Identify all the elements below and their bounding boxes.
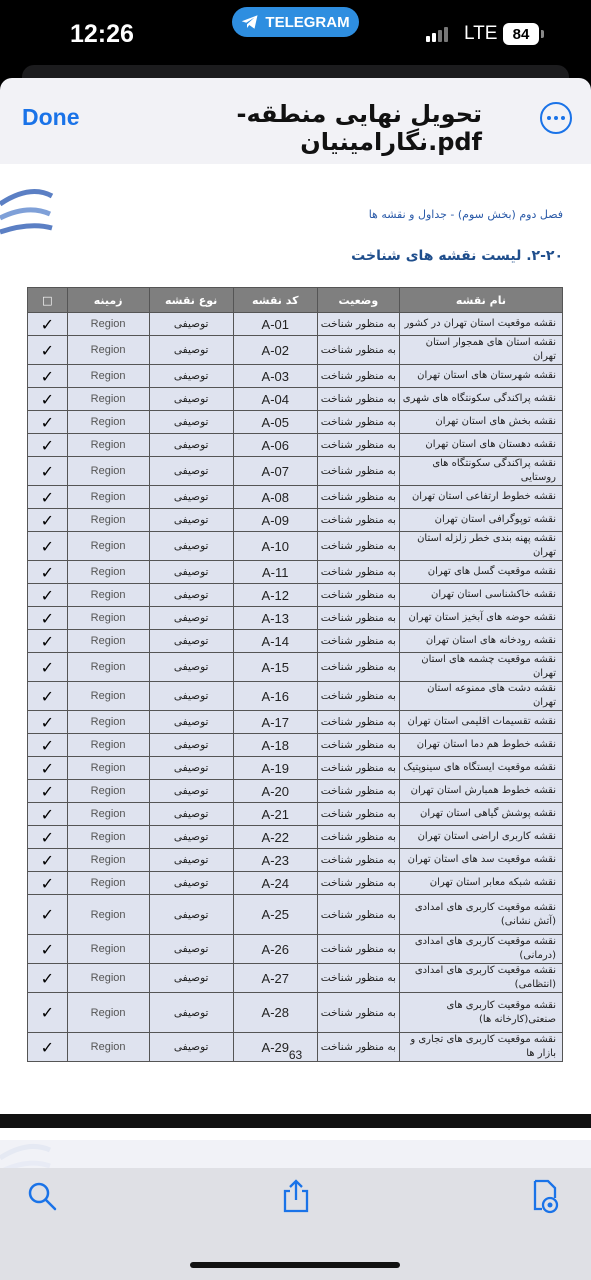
battery-icon xyxy=(503,23,539,45)
row-status: به منظور شناخت xyxy=(317,486,399,509)
row-check: ✓ xyxy=(28,826,68,849)
row-check: ✓ xyxy=(28,653,68,682)
row-status: به منظور شناخت xyxy=(317,653,399,682)
row-name: نقشه پراکندگی سکونتگاه های روستایی xyxy=(399,457,562,486)
row-context: Region xyxy=(67,561,149,584)
table-row xyxy=(28,849,563,872)
document-title: تحویل نهایی منطقه- نگارامینیان.pdf xyxy=(236,100,482,156)
row-status: به منظور شناخت xyxy=(317,313,399,336)
bottom-toolbar xyxy=(0,1140,591,1280)
row-context: Region xyxy=(67,630,149,653)
row-code: A-16 xyxy=(233,682,317,711)
row-check: ✓ xyxy=(28,434,68,457)
row-code: A-09 xyxy=(233,509,317,532)
row-context: Region xyxy=(67,964,149,993)
row-type: توصیفی xyxy=(149,434,233,457)
row-status: به منظور شناخت xyxy=(317,411,399,434)
telegram-icon xyxy=(241,14,259,30)
row-context: Region xyxy=(67,486,149,509)
row-type: توصیفی xyxy=(149,336,233,365)
pdf-page[interactable] xyxy=(0,164,591,1114)
row-check: ✓ xyxy=(28,780,68,803)
table-row xyxy=(28,365,563,388)
row-name: نقشه خطوط هم دما استان تهران xyxy=(399,734,562,757)
row-name: نقشه بخش های استان تهران xyxy=(399,411,562,434)
row-status: به منظور شناخت xyxy=(317,711,399,734)
battery-tip xyxy=(541,30,544,38)
row-status: به منظور شناخت xyxy=(317,607,399,630)
logo-icon xyxy=(0,174,56,254)
row-type: توصیفی xyxy=(149,734,233,757)
row-context: Region xyxy=(67,803,149,826)
row-type: توصیفی xyxy=(149,803,233,826)
row-status: به منظور شناخت xyxy=(317,780,399,803)
section-title: ۲-۲۰. لیست نقشه های شناخت xyxy=(351,248,563,264)
row-type: توصیفی xyxy=(149,682,233,711)
page-number: 63 xyxy=(288,1048,303,1062)
row-context: Region xyxy=(67,336,149,365)
row-code: A-11 xyxy=(233,561,317,584)
row-code: A-29 xyxy=(233,1033,317,1062)
status-bar xyxy=(0,0,591,70)
row-code: A-26 xyxy=(233,935,317,964)
row-code: A-23 xyxy=(233,849,317,872)
row-code: A-18 xyxy=(233,734,317,757)
row-context: Region xyxy=(67,734,149,757)
row-check: ✓ xyxy=(28,336,68,365)
row-context: Region xyxy=(67,584,149,607)
more-options-icon[interactable] xyxy=(540,102,572,134)
row-name: نقشه دشت های ممنوعه استان تهران xyxy=(399,682,562,711)
row-check: ✓ xyxy=(28,561,68,584)
clock: 12:26 xyxy=(70,20,134,48)
chapter-header: فصل دوم (بخش سوم) - جداول و نقشه ها xyxy=(368,208,563,221)
row-status: به منظور شناخت xyxy=(317,682,399,711)
row-type: توصیفی xyxy=(149,872,233,895)
column-header-check: □ xyxy=(28,288,68,313)
column-header-code: کد نقشه xyxy=(233,288,317,313)
row-name: نقشه پوشش گیاهی استان تهران xyxy=(399,803,562,826)
row-context: Region xyxy=(67,532,149,561)
table-row xyxy=(28,757,563,780)
table-row xyxy=(28,607,563,630)
table-row xyxy=(28,682,563,711)
row-code: A-22 xyxy=(233,826,317,849)
row-name: نقشه موقعیت سد های استان تهران xyxy=(399,849,562,872)
row-status: به منظور شناخت xyxy=(317,964,399,993)
row-status: به منظور شناخت xyxy=(317,872,399,895)
row-code: A-12 xyxy=(233,584,317,607)
row-name: نقشه توپوگرافی استان تهران xyxy=(399,509,562,532)
table-row xyxy=(28,486,563,509)
row-type: توصیفی xyxy=(149,313,233,336)
row-code: A-17 xyxy=(233,711,317,734)
row-check: ✓ xyxy=(28,532,68,561)
row-check: ✓ xyxy=(28,872,68,895)
table-row xyxy=(28,780,563,803)
signal-icon xyxy=(426,27,448,42)
share-icon[interactable] xyxy=(281,1178,311,1214)
row-check: ✓ xyxy=(28,388,68,411)
row-name: نقشه شبکه معابر استان تهران xyxy=(399,872,562,895)
row-name: نقشه خطوط همبارش استان تهران xyxy=(399,780,562,803)
row-check: ✓ xyxy=(28,734,68,757)
column-header-type: نوع نقشه xyxy=(149,288,233,313)
row-check: ✓ xyxy=(28,486,68,509)
table-row xyxy=(28,803,563,826)
row-context: Region xyxy=(67,434,149,457)
row-code: A-06 xyxy=(233,434,317,457)
row-status: به منظور شناخت xyxy=(317,1033,399,1062)
row-context: Region xyxy=(67,388,149,411)
row-type: توصیفی xyxy=(149,607,233,630)
row-type: توصیفی xyxy=(149,388,233,411)
row-status: به منظور شناخت xyxy=(317,849,399,872)
table-row xyxy=(28,532,563,561)
row-check: ✓ xyxy=(28,711,68,734)
markup-icon[interactable] xyxy=(530,1178,562,1214)
row-name: نقشه موقعیت کاربری های تجاری و بازار ها xyxy=(399,1033,562,1062)
row-status: به منظور شناخت xyxy=(317,803,399,826)
row-context: Region xyxy=(67,849,149,872)
row-name: نقشه موقعیت استان تهران در کشور xyxy=(399,313,562,336)
row-name: نقشه تقسیمات اقلیمی استان تهران xyxy=(399,711,562,734)
row-context: Region xyxy=(67,313,149,336)
table-row xyxy=(28,711,563,734)
page-divider xyxy=(0,1114,591,1128)
table-row xyxy=(28,964,563,993)
row-code: A-01 xyxy=(233,313,317,336)
row-check: ✓ xyxy=(28,630,68,653)
row-check: ✓ xyxy=(28,682,68,711)
row-check: ✓ xyxy=(28,365,68,388)
row-check: ✓ xyxy=(28,935,68,964)
column-header-name: نام نقشه xyxy=(399,288,562,313)
table-row xyxy=(28,434,563,457)
row-name: نقشه رودخانه های استان تهران xyxy=(399,630,562,653)
row-type: توصیفی xyxy=(149,1033,233,1062)
row-name: نقشه استان های همجوار استان تهران xyxy=(399,336,562,365)
row-context: Region xyxy=(67,780,149,803)
table-row xyxy=(28,457,563,486)
row-code: A-10 xyxy=(233,532,317,561)
row-type: توصیفی xyxy=(149,964,233,993)
row-context: Region xyxy=(67,757,149,780)
row-code: A-04 xyxy=(233,388,317,411)
row-status: به منظور شناخت xyxy=(317,935,399,964)
row-check: ✓ xyxy=(28,457,68,486)
row-code: A-21 xyxy=(233,803,317,826)
row-type: توصیفی xyxy=(149,532,233,561)
row-status: به منظور شناخت xyxy=(317,584,399,607)
row-check: ✓ xyxy=(28,757,68,780)
row-name: نقشه موقعیت چشمه های استان تهران xyxy=(399,653,562,682)
row-name: نقشه موقعیت کاربری های امدادی (انتظامی) xyxy=(399,964,562,993)
search-icon[interactable] xyxy=(26,1180,58,1212)
row-code: A-28 xyxy=(233,993,317,1033)
row-context: Region xyxy=(67,872,149,895)
row-status: به منظور شناخت xyxy=(317,561,399,584)
row-check: ✓ xyxy=(28,313,68,336)
row-type: توصیفی xyxy=(149,457,233,486)
row-type: توصیفی xyxy=(149,826,233,849)
row-context: Region xyxy=(67,365,149,388)
row-status: به منظور شناخت xyxy=(317,457,399,486)
network-label: LTE xyxy=(464,23,498,44)
row-context: Region xyxy=(67,509,149,532)
row-code: A-08 xyxy=(233,486,317,509)
row-check: ✓ xyxy=(28,509,68,532)
row-type: توصیفی xyxy=(149,711,233,734)
table-row xyxy=(28,653,563,682)
row-check: ✓ xyxy=(28,964,68,993)
row-code: A-24 xyxy=(233,872,317,895)
row-name: نقشه خطوط ارتفاعی استان تهران xyxy=(399,486,562,509)
row-status: به منظور شناخت xyxy=(317,895,399,935)
table-row xyxy=(28,313,563,336)
row-status: به منظور شناخت xyxy=(317,826,399,849)
table-row xyxy=(28,509,563,532)
row-name: نقشه کاربری اراضی استان تهران xyxy=(399,826,562,849)
row-context: Region xyxy=(67,607,149,630)
row-name: نقشه حوضه های آبخیز استان تهران xyxy=(399,607,562,630)
row-type: توصیفی xyxy=(149,653,233,682)
row-context: Region xyxy=(67,993,149,1033)
row-check: ✓ xyxy=(28,584,68,607)
row-type: توصیفی xyxy=(149,561,233,584)
table-row xyxy=(28,584,563,607)
table-row xyxy=(28,336,563,365)
table-row xyxy=(28,388,563,411)
row-code: A-14 xyxy=(233,630,317,653)
row-context: Region xyxy=(67,411,149,434)
table-row xyxy=(28,826,563,849)
row-check: ✓ xyxy=(28,803,68,826)
row-status: به منظور شناخت xyxy=(317,757,399,780)
row-check: ✓ xyxy=(28,895,68,935)
telegram-return-pill[interactable] xyxy=(232,7,359,37)
row-context: Region xyxy=(67,895,149,935)
row-status: به منظور شناخت xyxy=(317,365,399,388)
table-header-row xyxy=(28,288,563,313)
column-header-context: زمینه xyxy=(67,288,149,313)
row-status: به منظور شناخت xyxy=(317,630,399,653)
row-context: Region xyxy=(67,457,149,486)
row-name: نقشه موقعیت ایستگاه های سینوپتیک xyxy=(399,757,562,780)
table-row xyxy=(28,734,563,757)
row-name: نقشه موقعیت کاربری های امدادی (درمانی) xyxy=(399,935,562,964)
telegram-pill-label: TELEGRAM xyxy=(265,13,350,31)
row-code: A-20 xyxy=(233,780,317,803)
table-row xyxy=(28,411,563,434)
row-code: A-07 xyxy=(233,457,317,486)
table-row xyxy=(28,561,563,584)
column-header-status: وضعیت xyxy=(317,288,399,313)
row-code: A-02 xyxy=(233,336,317,365)
done-button[interactable]: Done xyxy=(22,104,80,130)
row-check: ✓ xyxy=(28,849,68,872)
row-name: نقشه شهرستان های استان تهران xyxy=(399,365,562,388)
table-body xyxy=(28,313,563,1062)
row-type: توصیفی xyxy=(149,630,233,653)
row-type: توصیفی xyxy=(149,411,233,434)
row-context: Region xyxy=(67,1033,149,1062)
row-name: نقشه پهنه بندی خطر زلزله استان تهران xyxy=(399,532,562,561)
table-row xyxy=(28,935,563,964)
home-indicator xyxy=(190,1262,400,1268)
battery-level: 84 xyxy=(512,25,530,43)
row-context: Region xyxy=(67,711,149,734)
row-status: به منظور شناخت xyxy=(317,336,399,365)
row-status: به منظور شناخت xyxy=(317,532,399,561)
row-type: توصیفی xyxy=(149,935,233,964)
row-context: Region xyxy=(67,682,149,711)
maps-table xyxy=(27,287,563,1062)
row-context: Region xyxy=(67,653,149,682)
row-code: A-05 xyxy=(233,411,317,434)
row-context: Region xyxy=(67,935,149,964)
row-type: توصیفی xyxy=(149,895,233,935)
row-type: توصیفی xyxy=(149,993,233,1033)
nav-bar xyxy=(0,78,591,164)
row-type: توصیفی xyxy=(149,757,233,780)
row-code: A-19 xyxy=(233,757,317,780)
row-code: A-03 xyxy=(233,365,317,388)
row-code: A-15 xyxy=(233,653,317,682)
row-type: توصیفی xyxy=(149,509,233,532)
row-name: نقشه موقعیت کاربری های صنعتی(کارخانه ها) xyxy=(399,993,562,1033)
table-row xyxy=(28,630,563,653)
row-type: توصیفی xyxy=(149,584,233,607)
row-name: نقشه پراکندگی سکونتگاه های شهری xyxy=(399,388,562,411)
row-status: به منظور شناخت xyxy=(317,388,399,411)
row-type: توصیفی xyxy=(149,486,233,509)
row-status: به منظور شناخت xyxy=(317,509,399,532)
row-context: Region xyxy=(67,826,149,849)
table-row xyxy=(28,993,563,1033)
row-name: نقشه خاکشناسی استان تهران xyxy=(399,584,562,607)
row-check: ✓ xyxy=(28,607,68,630)
row-code: A-25 xyxy=(233,895,317,935)
row-type: توصیفی xyxy=(149,849,233,872)
row-type: توصیفی xyxy=(149,780,233,803)
row-check: ✓ xyxy=(28,411,68,434)
row-name: نقشه موقعیت کاربری های امدادی (آتش نشانی) xyxy=(399,895,562,935)
row-status: به منظور شناخت xyxy=(317,434,399,457)
row-status: به منظور شناخت xyxy=(317,993,399,1033)
row-name: نقشه موقعیت گسل های تهران xyxy=(399,561,562,584)
row-status: به منظور شناخت xyxy=(317,734,399,757)
row-code: A-27 xyxy=(233,964,317,993)
row-name: نقشه دهستان های استان تهران xyxy=(399,434,562,457)
row-check: ✓ xyxy=(28,1033,68,1062)
row-type: توصیفی xyxy=(149,365,233,388)
row-check: ✓ xyxy=(28,993,68,1033)
row-code: A-13 xyxy=(233,607,317,630)
table-row xyxy=(28,872,563,895)
table-row xyxy=(28,895,563,935)
